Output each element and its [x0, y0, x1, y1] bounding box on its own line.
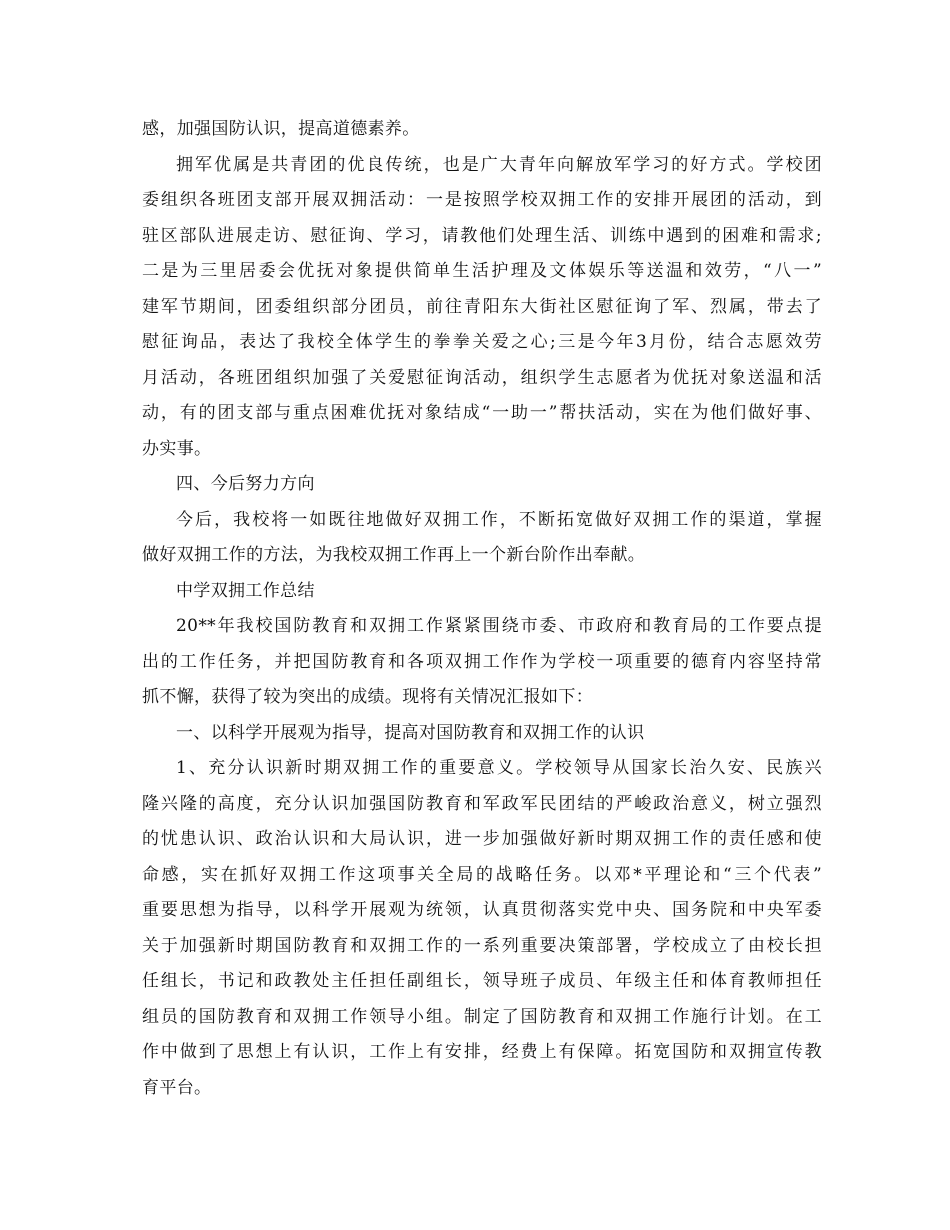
text-line: 四、今后努力方向 [176, 474, 315, 494]
text-line: 出的工作任务，并把国防教育和各项双拥工作作为学校一项重要的德育内容坚持常 [142, 651, 822, 672]
text-line: 20**年我校国防教育和双拥工作紧紧围绕市委、市政府和教育局的工作要点提 [176, 616, 822, 636]
text-line: 任组长，书记和政教处主任担任副组长，领导班子成员、年级主任和体育教师担任 [142, 971, 822, 991]
text-line: 命感，实在抓好双拥工作这项事关全局的战略任务。以邓*平理论和“三个代表” [142, 864, 822, 885]
text-line: 重要思想为指导，以科学开展观为统领，认真贯彻落实党中央、国务院和中央军委 [142, 900, 822, 920]
text-line: 月活动，各班团组织加强了关爱慰征询活动，组织学生志愿者为优抚对象送温和活 [142, 367, 822, 388]
text-line: 拥军优属是共青团的优良传统，也是广大青年向解放军学习的好方式。学校团 [176, 154, 822, 175]
body-text [142, 112, 822, 1106]
text-line: 委组织各班团支部开展双拥活动：一是按照学校双拥工作的安排开展团的活动，到 [142, 190, 822, 210]
text-line: 的忧患认识、政治认识和大局认识，进一步加强做好新时期双拥工作的责任感和使 [142, 829, 822, 849]
text-line: 1、充分认识新时期双拥工作的重要意义。学校领导从国家长治久安、民族兴 [176, 758, 822, 778]
text-line: 隆兴隆的高度，充分认识加强国防教育和军政军民团结的严峻政治意义，树立强烈 [142, 793, 822, 814]
text-line: 一、以科学开展观为指导，提高对国防教育和双拥工作的认识 [176, 722, 645, 743]
text-line: 动，有的团支部与重点困难优抚对象结成“一助一”帮扶活动，实在为他们做好事、 [142, 403, 822, 423]
text-line: 做好双拥工作的方法，为我校双拥工作再上一个新台阶作出奉献。 [142, 545, 646, 565]
text-line: 驻区部队进展走访、慰征询、学习，请教他们处理生活、训练中遇到的困难和需求; [142, 225, 822, 246]
text-line: 组员的国防教育和双拥工作领导小组。制定了国防教育和双拥工作施行计划。在工 [142, 1006, 822, 1027]
text-line: 抓不懈，获得了较为突出的成绩。现将有关情况汇报如下： [142, 687, 594, 707]
text-line: 育平台。 [142, 1077, 212, 1098]
text-line: 慰征询品，表达了我校全体学生的拳拳关爱之心;三是今年3月份，结合志愿效劳 [142, 332, 822, 352]
text-line: 作中做到了思想上有认识，工作上有安排，经费上有保障。拓宽国防和双拥宣传教 [142, 1042, 822, 1062]
text-line: 感，加强国防认识，提高道德素养。 [142, 119, 420, 139]
text-line: 建军节期间，团委组织部分团员，前往青阳东大街社区慰征询了军、烈属，带去了 [142, 296, 822, 317]
text-line: 二是为三里居委会优抚对象提供简单生活护理及文体娱乐等送温和效劳，“八一” [142, 261, 822, 281]
text-line: 办实事。 [142, 438, 212, 459]
text-line: 中学双拥工作总结 [176, 580, 315, 601]
text-line: 今后，我校将一如既往地做好双拥工作，不断拓宽做好双拥工作的渠道，掌握 [176, 509, 822, 530]
text-line: 关于加强新时期国防教育和双拥工作的一系列重要决策部署，学校成立了由校长担 [142, 935, 822, 956]
